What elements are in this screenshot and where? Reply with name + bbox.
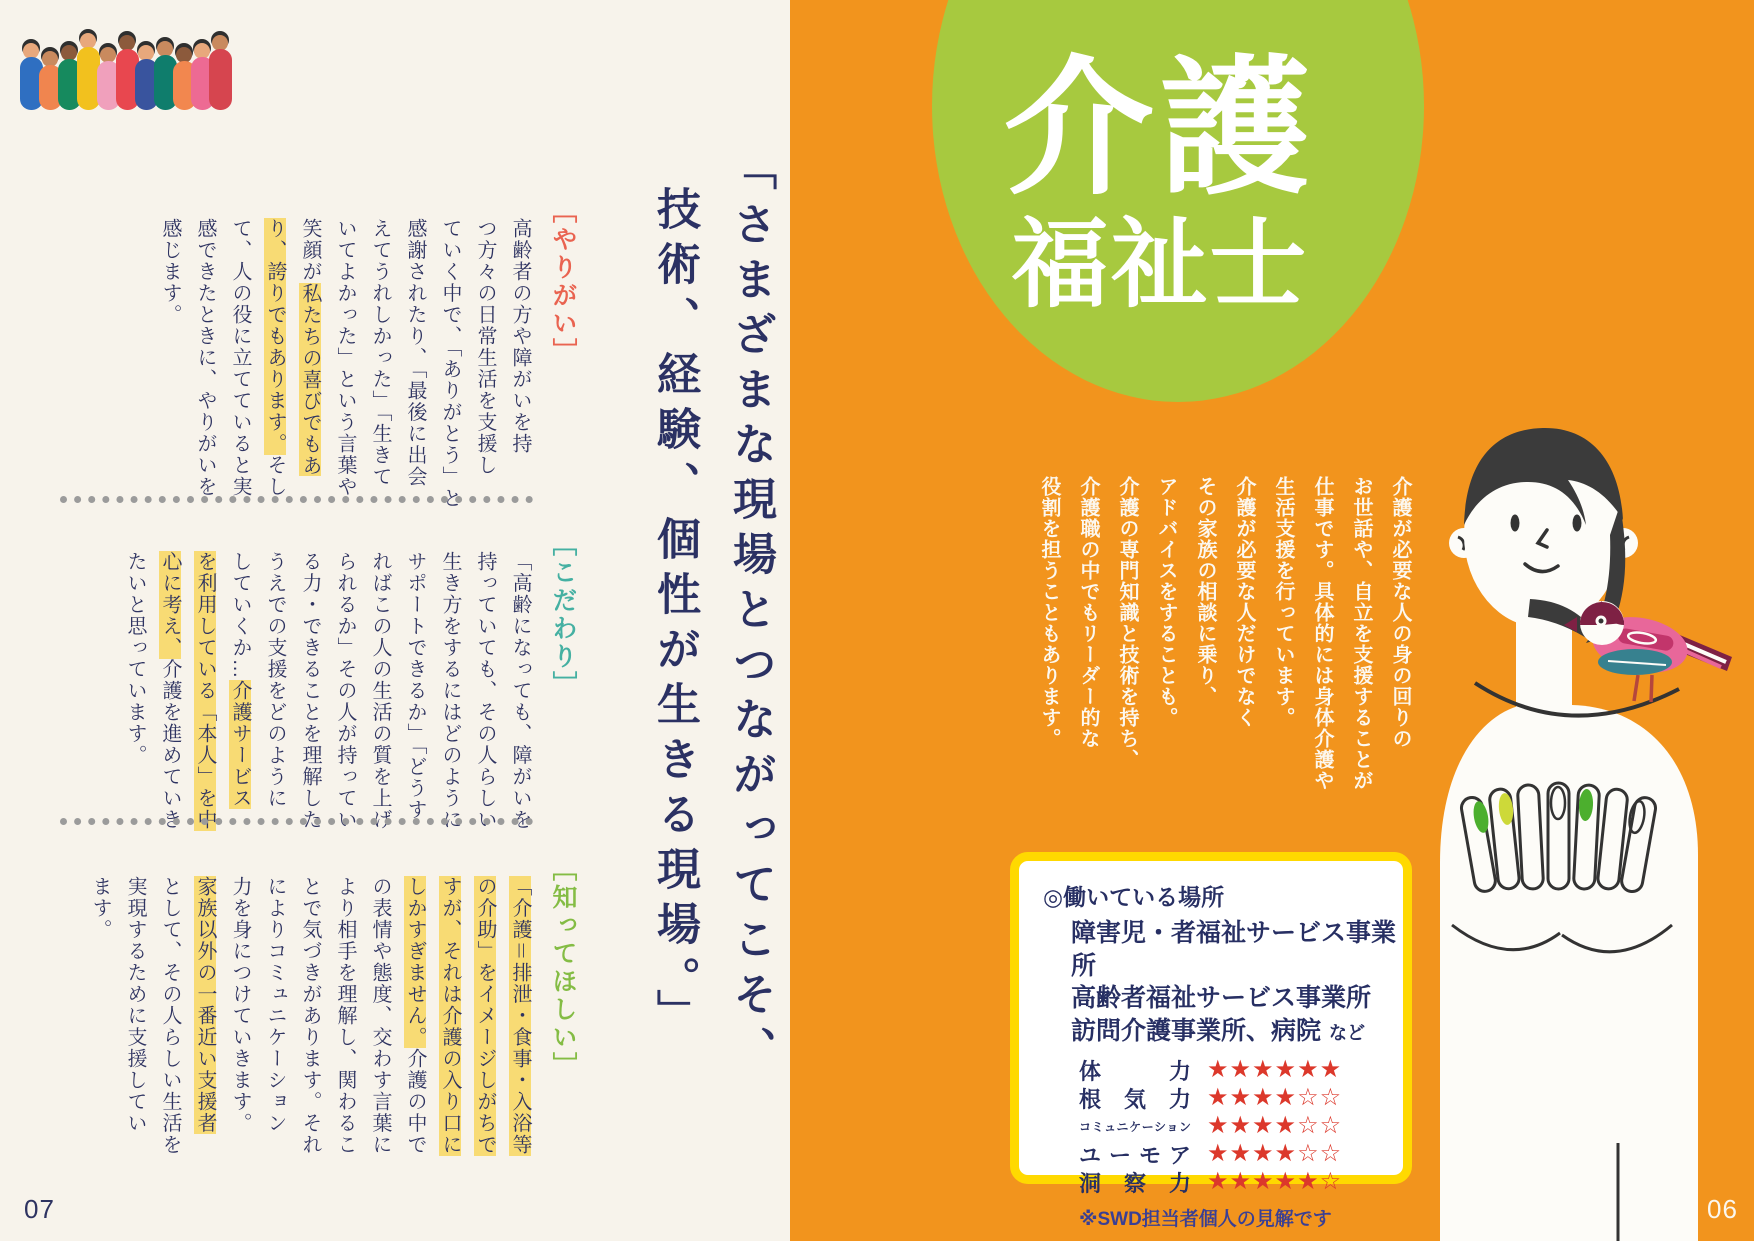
text-column: 感謝されたり、「最後に出会: [404, 218, 426, 488]
workplace-box: [1010, 852, 1412, 1230]
workplace-list: [1071, 917, 1403, 1047]
text-column: を利用している「本人」を中: [194, 551, 216, 831]
star-rating: ★★★★☆☆: [1207, 1084, 1343, 1111]
right-page: [790, 0, 1754, 1241]
star-rating: ★★★★★★: [1207, 1056, 1343, 1083]
rating-label: コミュニケーション: [1079, 1119, 1191, 1134]
text-column: していくか…介護サービス: [229, 551, 251, 809]
star-rating: ★★★★☆☆: [1207, 1140, 1343, 1167]
text-column: 感できたときに、やりがいを: [194, 218, 216, 498]
text-column: たいと思っています。: [124, 551, 146, 766]
rating-row: [1079, 1112, 1403, 1140]
text-column: 「高齢になっても、障がいを: [509, 551, 531, 831]
text-column: として、その人らしい生活を: [159, 876, 181, 1156]
eye: [1511, 515, 1520, 532]
text-column: サポートできるか」「どうす: [404, 551, 426, 821]
text-column: 介護の専門知識と技術を持ち、: [1116, 476, 1138, 770]
rating-label: 根気力: [1079, 1086, 1191, 1112]
quote-column: 技術、経験、個性が生きる現場。」: [650, 186, 699, 1044]
text-column: すが、それは介護の入り口に: [439, 876, 461, 1156]
section-body: [122, 551, 532, 831]
text-column: 介護が必要な人だけでなく: [1233, 476, 1255, 728]
title-kaigo: 介護: [1003, 44, 1316, 212]
main-quote: [646, 146, 778, 1081]
text-column: 持っていても、その人らしい: [474, 551, 496, 831]
workplace-item: 訪問介護事業所、病院 など: [1071, 1016, 1366, 1045]
rating-row: [1079, 1140, 1403, 1168]
title-fukushishi: 福祉士: [1011, 210, 1309, 319]
text-column: お世話や、自立を支援することが: [1350, 476, 1372, 791]
text-column: の介助」をイメージしがちで: [474, 876, 496, 1156]
star-rating: ★★★★☆☆: [1207, 1112, 1343, 1139]
text-column: り、誇りでもあります。そし: [264, 218, 286, 498]
workplace-item: 高齢者福祉サービス事業所: [1071, 984, 1372, 1012]
text-column: て、人の役に立てていると実: [229, 218, 251, 498]
text-column: しかすぎません。介護の中で: [404, 876, 426, 1156]
eye: [1573, 515, 1582, 532]
text-column: 高齢者の方や障がいを持: [509, 218, 531, 455]
text-column: ていく中で、「ありがとう」と: [439, 218, 461, 509]
shirt: [1440, 705, 1698, 1241]
care-worker-illustration: [1380, 385, 1754, 1241]
section-kodawari: [122, 531, 578, 831]
section-title-shitte-hoshii: ［知ってほしい］: [549, 856, 577, 1080]
text-column: 生活支援を行っています。: [1272, 476, 1294, 728]
section-title-yarigai: ［やりがい］: [549, 198, 577, 366]
rating-label: ユーモア: [1079, 1142, 1191, 1168]
rating-row: [1079, 1084, 1403, 1112]
section-body: [157, 218, 532, 509]
dotted-divider: [60, 818, 533, 825]
text-column: る力・できることを理解した: [299, 551, 321, 831]
text-column: 介護が必要な人の身の回りの: [1389, 476, 1411, 749]
text-column: 心に考え、介護を進めていき: [159, 551, 181, 831]
star-rating: ★★★★★☆: [1207, 1168, 1343, 1195]
section-yarigai: [157, 198, 578, 509]
skill-ratings: [1079, 1056, 1403, 1196]
ratings-note: ※SWD担当者個人の見解です: [1079, 1209, 1332, 1230]
hands: [1460, 783, 1657, 893]
text-column: 「介護＝排泄・食事・入浴等: [509, 876, 531, 1156]
section-body: [87, 876, 532, 1156]
page-number-right: 06: [1707, 1194, 1738, 1224]
section-title-kodawari: ［こだわり］: [549, 531, 577, 699]
left-page: [0, 0, 790, 1241]
text-column: とで気づきがあります。それ: [299, 876, 321, 1156]
text-column: 実現するために支援してい: [124, 876, 146, 1134]
text-column: その家族の相談に乗り、: [1194, 476, 1216, 707]
text-column: ます。: [89, 876, 111, 941]
rating-row: [1079, 1168, 1403, 1196]
text-column: より相手を理解し、関わるこ: [334, 876, 356, 1156]
text-column: 仕事です。具体的には身体介護や: [1311, 476, 1333, 791]
text-column: の表情や態度、交わす言葉に: [369, 876, 391, 1156]
workplace-heading: ◎働いている場所: [1043, 884, 1225, 910]
text-column: つ方々の日常生活を支援し: [474, 218, 496, 476]
text-column: 感じます。: [159, 218, 181, 326]
text-column: 家族以外の一番近い支援者: [194, 876, 216, 1134]
text-column: うえでの支援をどのように: [264, 551, 286, 809]
text-column: いてよかった」という言葉や: [334, 218, 356, 498]
workplace-item: 障害児・者福祉サービス事業所: [1071, 919, 1397, 980]
text-column: によりコミュニケーション: [264, 876, 286, 1134]
workplace-suffix: など: [1329, 1022, 1366, 1043]
text-column: アドバイスをすることも。: [1155, 476, 1177, 728]
rating-row: [1079, 1056, 1403, 1084]
text-column: ればこの人の生活の質を上げ: [369, 551, 391, 831]
text-column: 介護職の中でもリーダー的な: [1077, 476, 1099, 749]
job-description: [1037, 476, 1412, 791]
dotted-divider: [60, 496, 533, 503]
page-title: [940, 44, 1380, 319]
text-column: 力を身につけていきます。: [229, 876, 251, 1134]
text-column: 笑顔が私たちの喜びでもあ: [299, 218, 321, 476]
text-column: 役割を担うこともあります。: [1038, 476, 1060, 749]
section-shitte-hoshii: [87, 856, 578, 1156]
page-number-left: 07: [24, 1194, 55, 1224]
quote-column: 「さまざまな現場とつながってこそ、: [726, 146, 775, 1081]
text-column: 生き方をするにはどのように: [439, 551, 461, 831]
rating-label: 洞察力: [1079, 1170, 1191, 1196]
text-column: えてうれしかった」「生きて: [369, 218, 391, 488]
text-column: られるか」その人が持ってい: [334, 551, 356, 831]
people-group-illustration: [18, 10, 233, 110]
rating-label: 体力: [1079, 1058, 1191, 1084]
bird-illustration: [1564, 601, 1732, 702]
